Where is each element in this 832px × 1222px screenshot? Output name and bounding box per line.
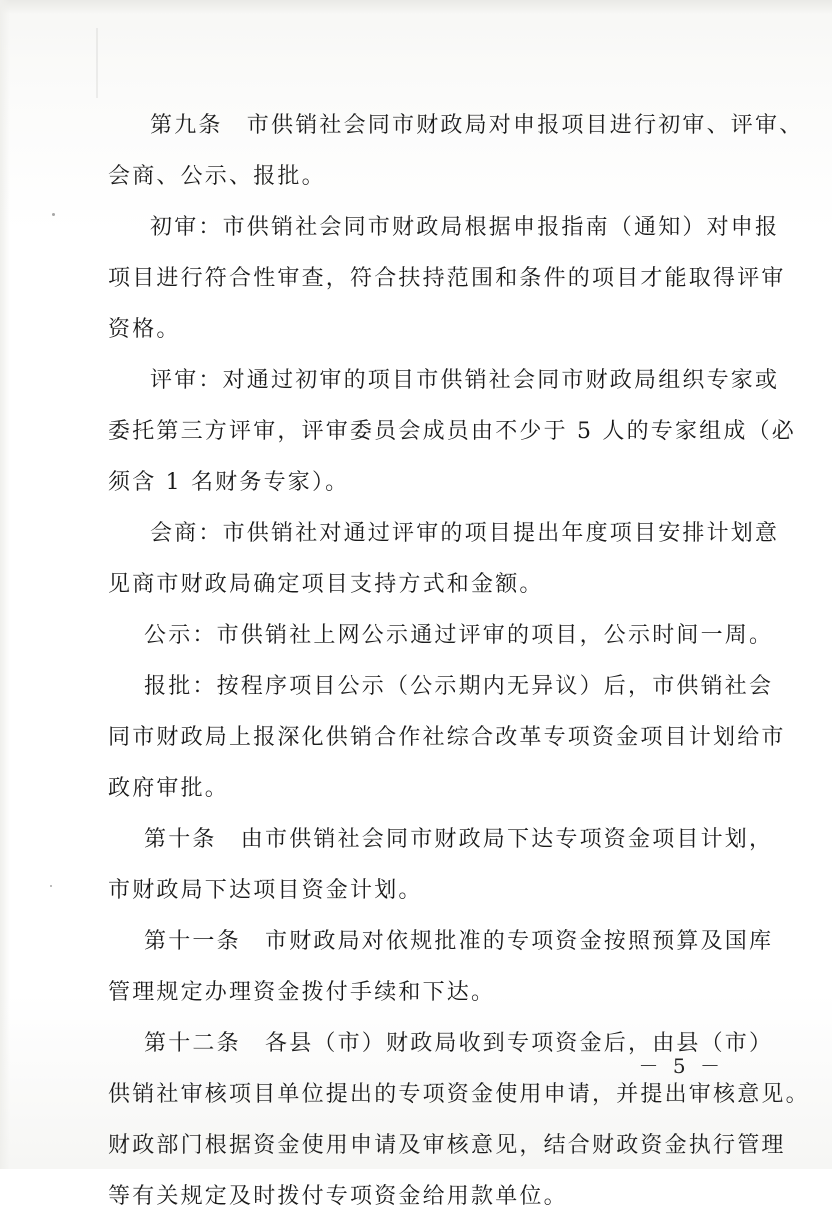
scan-edge-top	[0, 0, 832, 14]
article-12-line-2: 供销社审核项目单位提出的专项资金使用申请，并提出审核意见。	[108, 1082, 810, 1107]
article-10-line-2: 市财政局下达项目资金计划。	[108, 878, 423, 903]
scan-artifact-line	[96, 28, 98, 98]
scan-speck	[50, 885, 52, 887]
approval-line-1: 报批：按程序项目公示（公示期内无异议）后，市供销社会	[144, 674, 774, 699]
scan-edge-left	[0, 0, 10, 1169]
article-12-line-1: 第十二条 各县（市）财政局收到专项资金后，由县（市）	[144, 1031, 774, 1056]
consultation-line-1: 会商：市供销社对通过评审的项目提出年度项目安排计划意	[150, 521, 780, 546]
initial-review-line-3: 资格。	[108, 317, 181, 342]
scan-speck	[52, 213, 55, 216]
article-12-line-3: 财政部门根据资金使用申请及审核意见，结合财政资金执行管理	[108, 1133, 786, 1158]
article-12-line-4: 等有关规定及时拨付专项资金给用款单位。	[108, 1184, 568, 1209]
evaluation-line-3: 须含 1 名财务专家）。	[108, 470, 350, 495]
article-11-line-2: 管理规定办理资金拨付手续和下达。	[108, 980, 496, 1005]
article-9-line-1: 第九条 市供销社会同市财政局对申报项目进行初审、评审、	[150, 113, 804, 138]
initial-review-line-2: 项目进行符合性审查，符合扶持范围和条件的项目才能取得评审	[108, 266, 786, 291]
evaluation-line-2: 委托第三方评审，评审委员会成员由不少于 5 人的专家组成（必	[108, 419, 796, 444]
approval-line-3: 政府审批。	[108, 776, 230, 801]
article-10-line-1: 第十条 由市供销社会同市财政局下达专项资金项目计划，	[144, 827, 774, 852]
evaluation-line-1: 评审：对通过初审的项目市供销社会同市财政局组织专家或	[150, 368, 780, 393]
initial-review-line-1: 初审：市供销社会同市财政局根据申报指南（通知）对申报	[150, 215, 780, 240]
page-number: － 5 －	[638, 1054, 724, 1078]
article-9-line-2: 会商、公示、报批。	[108, 164, 326, 189]
publicity-line-1: 公示：市供销社上网公示通过评审的项目，公示时间一周。	[144, 623, 774, 648]
article-11-line-1: 第十一条 市财政局对依规批准的专项资金按照预算及国库	[144, 929, 774, 954]
consultation-line-2: 见商市财政局确定项目支持方式和金额。	[108, 572, 544, 597]
approval-line-2: 同市财政局上报深化供销合作社综合改革专项资金项目计划给市	[108, 725, 786, 750]
